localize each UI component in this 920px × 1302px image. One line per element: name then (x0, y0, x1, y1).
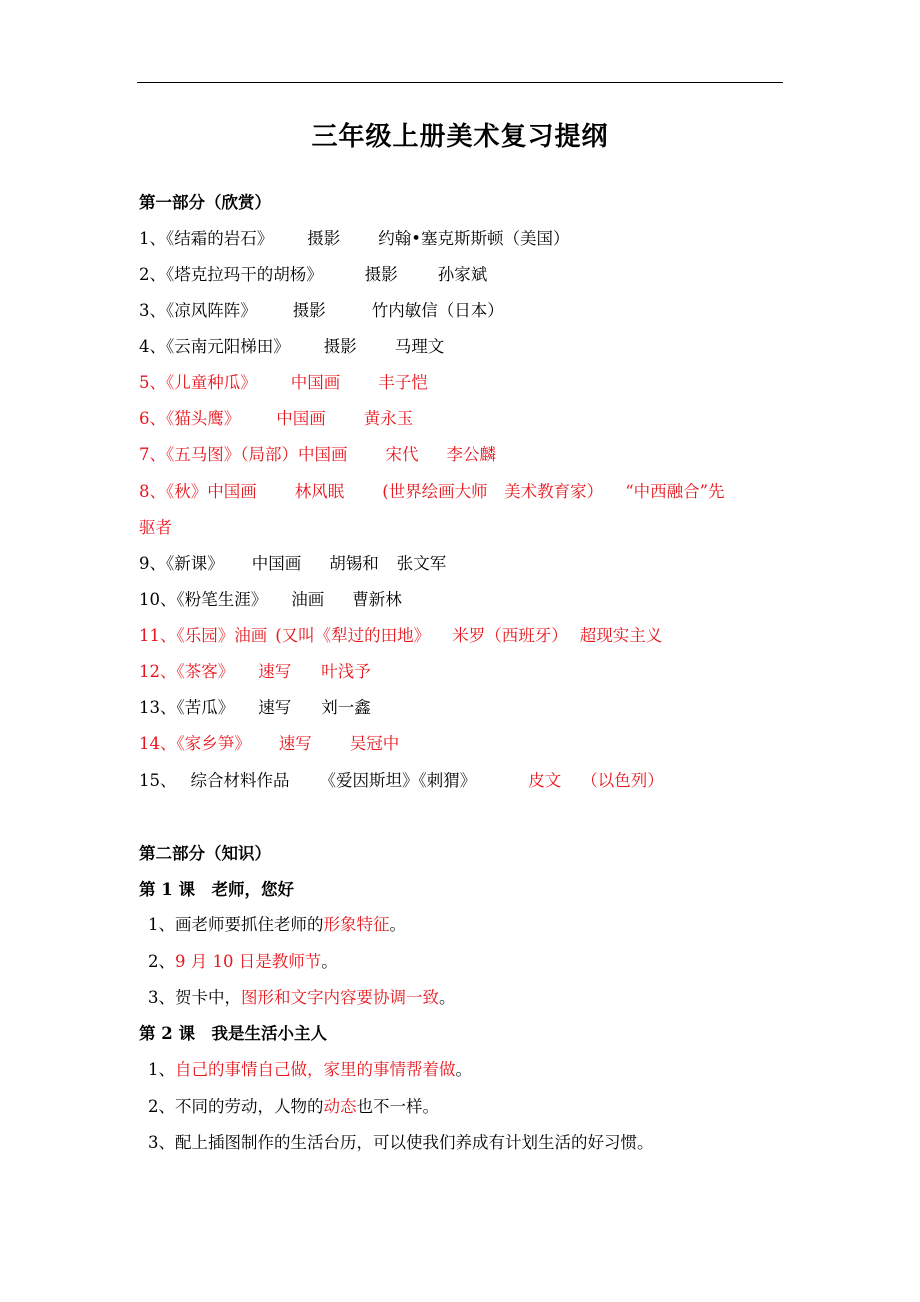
list-item (139, 228, 569, 250)
item-number: 6、 (139, 409, 166, 428)
item-artist: 米罗（西班牙） (452, 626, 568, 645)
point-text: 3、贺卡中， (148, 988, 241, 1007)
item-type: 速写 (258, 662, 292, 681)
item-type: 林风眠 (294, 482, 345, 501)
list-item (139, 372, 428, 394)
item-number: 15、 (139, 771, 177, 790)
list-item (139, 661, 371, 683)
item-artist: 曹新林 (352, 590, 402, 609)
point-text: 也不一样。 (356, 1097, 439, 1116)
item-number: 1、 (139, 229, 166, 248)
item-work: 《粉笔生涯》 (176, 590, 268, 609)
lesson2-point-3: 3、配上插图制作的生活台历，可以使我们养成有计划生活的好习惯。 (148, 1133, 654, 1152)
page-title: 三年级上册美术复习提纲 (311, 122, 609, 152)
item-type: 油画 (291, 590, 325, 609)
list-item (139, 300, 504, 322)
point-highlight: 图形和文字内容要协调一致 (241, 988, 439, 1007)
part2-heading: 第二部分（知识） (139, 844, 271, 863)
item-number: 5、 (139, 373, 166, 392)
item-artist: 刘一鑫 (321, 698, 371, 717)
item-number: 4、 (139, 337, 166, 356)
item-number: 3、 (139, 301, 166, 320)
item-work: 《茶客》 (176, 662, 235, 681)
item-type: 速写 (258, 698, 292, 717)
lesson2-title: 第 2 课 我是生活小主人 (139, 1024, 327, 1043)
list-item (139, 336, 444, 358)
point-text: 。 (439, 988, 456, 1007)
item-artist: 吴冠中 (349, 734, 400, 753)
item-type: 摄影 (323, 337, 357, 356)
item-work: 《凉风阵阵》 (166, 301, 257, 320)
item-number: 10、 (139, 590, 177, 609)
lesson1-title: 第 1 课 老师，您好 (139, 880, 294, 899)
item-work: 《秋》中国画 (166, 482, 257, 501)
item-artist: 胡锡和 (329, 554, 379, 573)
list-item (139, 733, 399, 755)
item-artist: 约翰•塞克斯斯顿（美国） (378, 229, 570, 248)
item-work: 《乐园》油画 (176, 626, 268, 645)
point-text: 2、不同的劳动，人物的 (148, 1097, 324, 1116)
list-item (139, 625, 662, 647)
list-item (139, 697, 371, 719)
list-item (139, 770, 664, 792)
lesson1-point-3 (148, 987, 456, 1009)
item-artist: 皮文 (528, 771, 562, 790)
point-highlight: 自己的事情自己做，家里的事情帮着做 (175, 1060, 456, 1079)
item-artist: 黄永玉 (363, 409, 414, 428)
item-work: 《新课》 (166, 554, 224, 573)
item-work: 《儿童种瓜》 (166, 373, 257, 392)
list-item (139, 408, 413, 430)
item-number: 13、 (139, 698, 177, 717)
item-number: 12、 (139, 662, 177, 681)
list-item (139, 444, 496, 466)
item-work: 《云南元阳梯田》 (166, 337, 290, 356)
point-text: 1、 (148, 1060, 175, 1079)
item-extra: （以色列） (581, 771, 664, 790)
item-extra: 超现实主义 (579, 626, 663, 645)
item-number: 2、 (139, 265, 166, 284)
point-highlight: 动态 (323, 1097, 357, 1116)
item-artist: (世界绘画大师 美术教育家） (382, 482, 604, 501)
item-artist: 孙家斌 (437, 265, 488, 284)
item-artist: 叶浅予 (321, 662, 371, 681)
point-text: 2、 (148, 952, 175, 971)
item-extra: “中西融合”先 (625, 482, 725, 501)
item-type: 中国画 (251, 554, 302, 573)
part1-heading: 第一部分（欣赏） (139, 193, 271, 212)
item-artist: 李公麟 (446, 445, 496, 464)
list-item (139, 589, 402, 611)
item-type: 《爱因斯坦》《刺猬》 (319, 771, 477, 790)
header-rule (137, 82, 783, 83)
item-work: 《苦瓜》 (176, 698, 235, 717)
item-work: 《家乡笋》 (176, 734, 251, 753)
item-work: 综合材料作品 (190, 771, 290, 790)
item-artist: 马理文 (394, 337, 445, 356)
list-item (139, 264, 487, 286)
item-work: 《结霜的岩石》 (166, 229, 274, 248)
item-work: 《五马图》（局部）中国画 (166, 445, 348, 464)
item-type: 中国画 (276, 409, 326, 428)
item-number: 7、 (139, 445, 166, 464)
item-type: 摄影 (307, 229, 341, 248)
item-number: 11、 (139, 626, 177, 645)
item-type: 速写 (278, 734, 312, 753)
item-type: 摄影 (364, 265, 398, 284)
item-number: 14、 (139, 734, 177, 753)
point-highlight: 9 月 10 日是教师节 (175, 952, 322, 971)
item-artist: 竹内敏信（日本） (371, 301, 504, 320)
lesson1-point-1 (148, 914, 406, 936)
item-type: (又叫《犁过的田地》 (275, 626, 431, 645)
point-text: 1、画老师要抓住老师的 (148, 915, 324, 934)
item-work: 《塔克拉玛干的胡杨》 (166, 265, 323, 284)
item-extra: 张文军 (396, 554, 447, 573)
point-text: 。 (321, 952, 338, 971)
point-text: 。 (389, 915, 406, 934)
lesson2-point-2 (148, 1096, 439, 1118)
list-item (139, 481, 725, 503)
point-text: 。 (455, 1060, 472, 1079)
item-number: 8、 (139, 482, 166, 501)
item-type: 摄影 (292, 301, 326, 320)
list-item-continuation: 驱者 (139, 518, 172, 537)
list-item (139, 553, 446, 575)
lesson2-point-1 (148, 1059, 472, 1081)
item-artist: 丰子恺 (378, 373, 428, 392)
item-work: 《猫头鹰》 (166, 409, 241, 428)
lesson1-point-2 (148, 951, 338, 973)
point-highlight: 形象特征 (323, 915, 390, 934)
item-number: 9、 (139, 554, 166, 573)
item-type: 中国画 (290, 373, 341, 392)
item-type: 宋代 (385, 445, 419, 464)
